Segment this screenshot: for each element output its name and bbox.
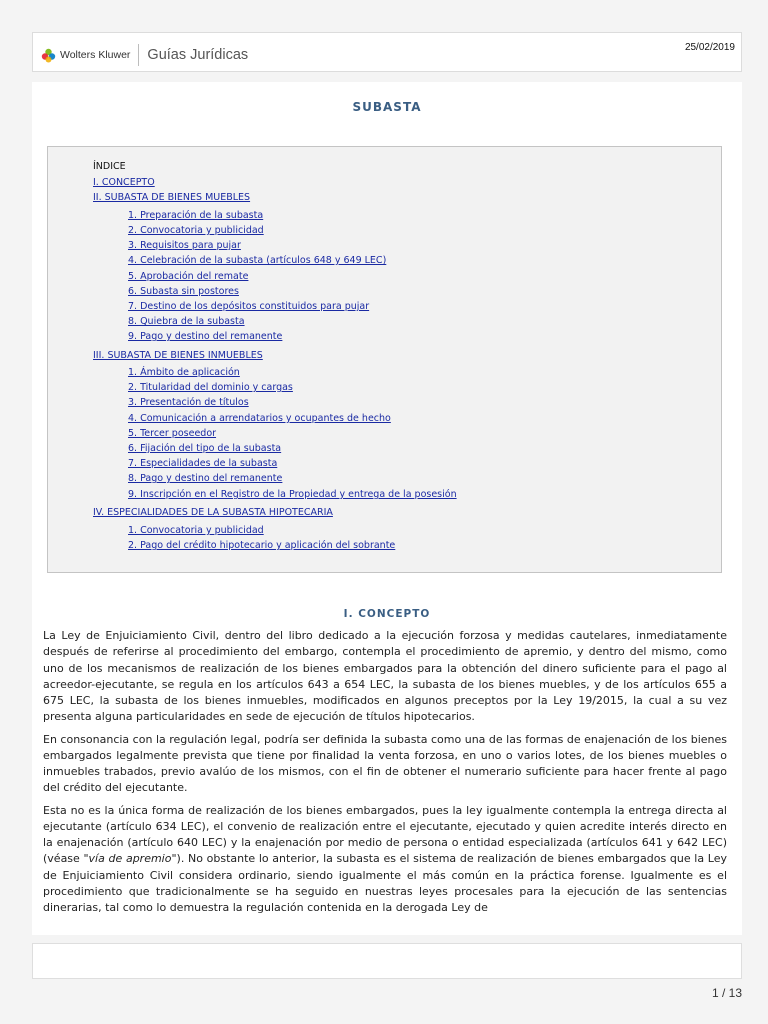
product-name: Guías Jurídicas <box>147 47 249 63</box>
toc-section-link[interactable]: III. SUBASTA DE BIENES INMUEBLES <box>93 350 263 361</box>
paragraph-text: "). No obstante lo anterior, la subasta es el sistema de realización de bienes embargados que la Ley de Enjuiciamiento Civil considera ordinario, siendo igualmente el más común en la práctica forense. Igualmente es el procedimiento que tradicionalmente se ha seguido en nuestras leyes procesales para la ejecución de las sentencias dinerarias, tal como lo demuestra la regulación contenida en la derogada Ley de <box>43 852 727 914</box>
paragraph: En consonancia con la regulación legal, podría ser definida la subasta como una de las formas de enajenación de los bienes embargados legalmente prevista que tiene por finalidad la venta forzosa, en uno o varios lotes, de los bienes muebles o inmuebles trabados, previo avalúo de los mismos, con el fin de obtener el numerario suficiente para hacer frente al pago del crédito del ejecutante. <box>43 732 727 795</box>
page-indicator: 1 / 13 <box>711 986 742 1000</box>
toc-item-link[interactable]: 7. Destino de los depósitos constituidos para pujar <box>128 301 370 312</box>
emphasis-text: vía de apremio <box>88 852 172 866</box>
toc-item-link[interactable]: 9. Inscripción en el Registro de la Propiedad y entrega de la posesión <box>128 489 457 500</box>
section-body <box>43 628 727 922</box>
toc-section-link[interactable]: II. SUBASTA DE BIENES MUEBLES <box>93 192 251 203</box>
paragraph <box>43 803 727 917</box>
logo-divider <box>138 44 139 66</box>
toc-item-link[interactable]: 6. Fijación del tipo de la subasta <box>128 443 282 454</box>
toc-section-link[interactable]: I. CONCEPTO <box>93 177 155 188</box>
toc-item-link[interactable]: 9. Pago y destino del remanente <box>128 331 283 342</box>
brand-logo <box>41 44 248 66</box>
toc-item-link[interactable]: 1. Ámbito de aplicación <box>128 367 240 378</box>
toc-item-link[interactable]: 8. Quiebra de la subasta <box>128 316 245 327</box>
paragraph-text: Esta no es la única forma de realización de los bienes embargados, pues la ley igualmente contempla la entrega directa al ejecutante (artículo 634 LEC), el convenio de realización entre el ejecutante, ejecutado y quien acredite interés directo en la enajenación (artículo 640 LEC) y la enajenación por medio de persona o entidad especializada (artículos 641 y 642 LEC) (véase " <box>43 803 727 866</box>
toc-section-link[interactable]: IV. ESPECIALIDADES DE LA SUBASTA HIPOTECARIA <box>93 507 333 518</box>
toc-item-link[interactable]: 1. Convocatoria y publicidad <box>128 525 264 536</box>
toc-item-link[interactable]: 2. Titularidad del dominio y cargas <box>128 382 293 393</box>
wolters-kluwer-logo-icon <box>41 48 56 63</box>
document-title: SUBASTA <box>352 100 422 114</box>
toc-item-link[interactable]: 4. Comunicación a arrendatarios y ocupantes de hecho <box>128 413 391 424</box>
toc-item-link[interactable]: 3. Presentación de títulos <box>128 397 249 408</box>
toc-item-link[interactable]: 5. Tercer poseedor <box>128 428 217 439</box>
toc-item-link[interactable]: 4. Celebración de la subasta (artículos 648 y 649 LEC) <box>128 255 387 266</box>
toc-item-link[interactable]: 3. Requisitos para pujar <box>128 240 241 251</box>
toc-item-link[interactable]: 1. Preparación de la subasta <box>128 210 264 221</box>
toc-item-link[interactable]: 7. Especialidades de la subasta <box>128 458 278 469</box>
toc-heading: ÍNDICE <box>93 161 126 172</box>
page-header <box>32 32 742 72</box>
toc-item-link[interactable]: 5. Aprobación del remate <box>128 271 249 282</box>
brand-name: Wolters Kluwer <box>60 49 131 61</box>
page-footer <box>32 943 742 979</box>
paragraph: La Ley de Enjuiciamiento Civil, dentro del libro dedicado a la ejecución forzosa y medidas cautelares, inmediatamente después de referirse al procedimiento del embargo, contempla el procedimiento de apremio, y dentro del mismo, como uno de los mecanismos de realización de los bienes embargados para la obtención del dinero suficiente para el pago al acreedor-ejecutante, se regula en los artículos 643 a 654 LEC, la subasta de los bienes muebles, y de los artículos 655 a 675 LEC, la subasta de los bienes inmuebles, modificados en algunos preceptos por la Ley 19/2015, la cual a su vez presenta alguna particularidades en sede de ejecución de títulos hipotecarios. <box>43 629 727 724</box>
toc-item-link[interactable]: 2. Convocatoria y publicidad <box>128 225 264 236</box>
header-date: 25/02/2019 <box>684 42 735 53</box>
table-of-contents <box>47 146 722 573</box>
toc-item-link[interactable]: 8. Pago y destino del remanente <box>128 473 283 484</box>
toc-item-link[interactable]: 6. Subasta sin postores <box>128 286 239 297</box>
section-title: I. CONCEPTO <box>343 608 431 620</box>
toc-item-link[interactable]: 2. Pago del crédito hipotecario y aplicación del sobrante <box>128 540 396 551</box>
document-page <box>32 82 742 935</box>
